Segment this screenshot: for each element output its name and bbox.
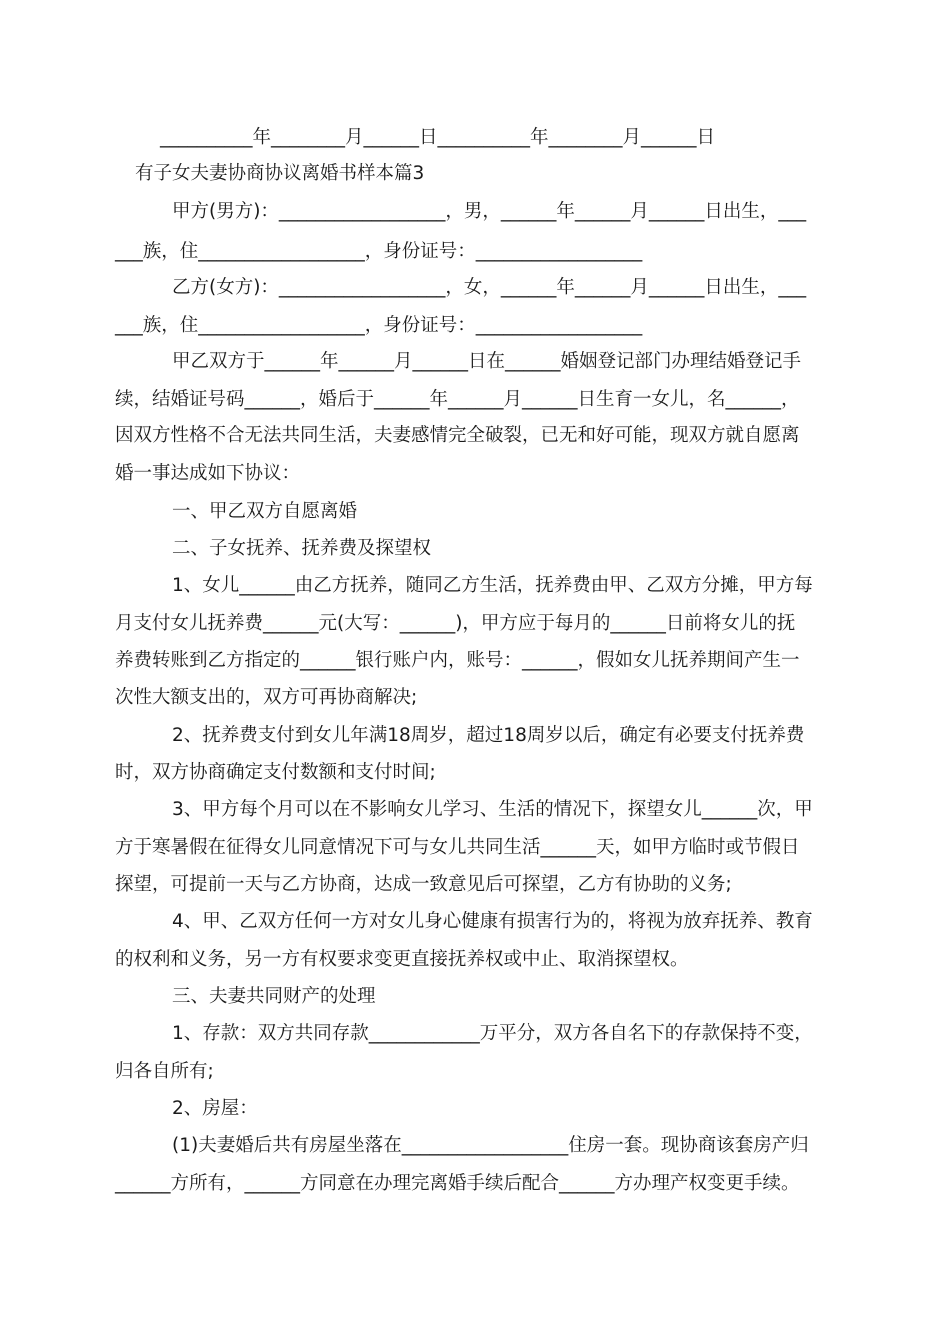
clause-heading-1: 一、甲乙双方自愿离婚	[172, 501, 358, 522]
preamble-line-3: 因双方性格不合无法共同生活，夫妻感情完全破裂，已无和好可能，现双方就自愿离	[115, 425, 800, 446]
clause-2-3-line-1: 3、甲方每个月可以在不影响女儿学习、生活的情况下，探望女儿______次，甲	[172, 799, 813, 820]
clause-3-2-1-line-1: (1)夫妻婚后共有房屋坐落在__________________住房一套。现协商该套房产归	[172, 1135, 809, 1156]
preamble-line-1: 甲乙双方于______年______月______日在______婚姻登记部门办理结婚登记手	[172, 351, 802, 372]
clause-3-1-line-2: 归各自所有;	[115, 1061, 214, 1082]
date-blank-line: __________年________月______日__________年________月______日	[160, 127, 716, 148]
party-b-line-2: ___族，住__________________，身份证号：__________________	[115, 315, 643, 336]
party-a-line-2: ___族，住__________________，身份证号：__________________	[115, 241, 643, 262]
clause-heading-2: 二、子女抚养、抚养费及探望权	[172, 538, 432, 559]
clause-3-1-line-1: 1、存款：双方共同存款____________万平分，双方各自名下的存款保持不变，	[172, 1023, 813, 1044]
clause-2-4-line-2: 的权利和义务，另一方有权要求变更直接抚养权或中止、取消探望权。	[115, 949, 689, 970]
clause-heading-3: 三、夫妻共同财产的处理	[172, 986, 376, 1007]
section-title: 有子女夫妻协商协议离婚书样本篇3	[135, 163, 425, 184]
preamble-line-2: 续，结婚证号码______，婚后于______年______月______日生育一女儿，名______，	[115, 389, 800, 410]
preamble-line-4: 婚一事达成如下协议：	[115, 463, 301, 484]
clause-2-3-line-3: 探望，可提前一天与乙方协商，达成一致意见后可探望，乙方有协助的义务;	[115, 874, 732, 895]
clause-2-4-line-1: 4、甲、乙双方任何一方对女儿身心健康有损害行为的，将视为放弃抚养、教育	[172, 911, 813, 932]
clause-2-2-line-1: 2、抚养费支付到女儿年满18周岁，超过18周岁以后，确定有必要支付抚养费	[172, 725, 805, 746]
clause-2-1-line-2: 月支付女儿抚养费______元(大写：______)，甲方应于每月的______日前将女儿的抚	[115, 613, 796, 634]
clause-2-1-line-3: 养费转账到乙方指定的______银行账户内，账号：______，假如女儿抚养期间产生一	[115, 650, 800, 671]
clause-3-2-heading: 2、房屋：	[172, 1098, 258, 1119]
clause-2-3-line-2: 方于寒暑假在征得女儿同意情况下可与女儿共同生活______天，如甲方临时或节假日	[115, 837, 800, 858]
party-b-line-1: 乙方(女方)：__________________，女，______年______月______日出生，___	[172, 277, 807, 298]
clause-2-1-line-1: 1、女儿______由乙方抚养，随同乙方生活，抚养费由甲、乙双方分摊，甲方每	[172, 575, 813, 596]
party-a-line-1: 甲方(男方)：__________________，男，______年______月______日出生，___	[172, 201, 807, 222]
clause-3-2-1-line-2: ______方所有，______方同意在办理完离婚手续后配合______方办理产权变更手续。	[115, 1173, 800, 1194]
clause-2-2-line-2: 时，双方协商确定支付数额和支付时间;	[115, 762, 436, 783]
clause-2-1-line-4: 次性大额支出的，双方可再协商解决;	[115, 687, 418, 708]
